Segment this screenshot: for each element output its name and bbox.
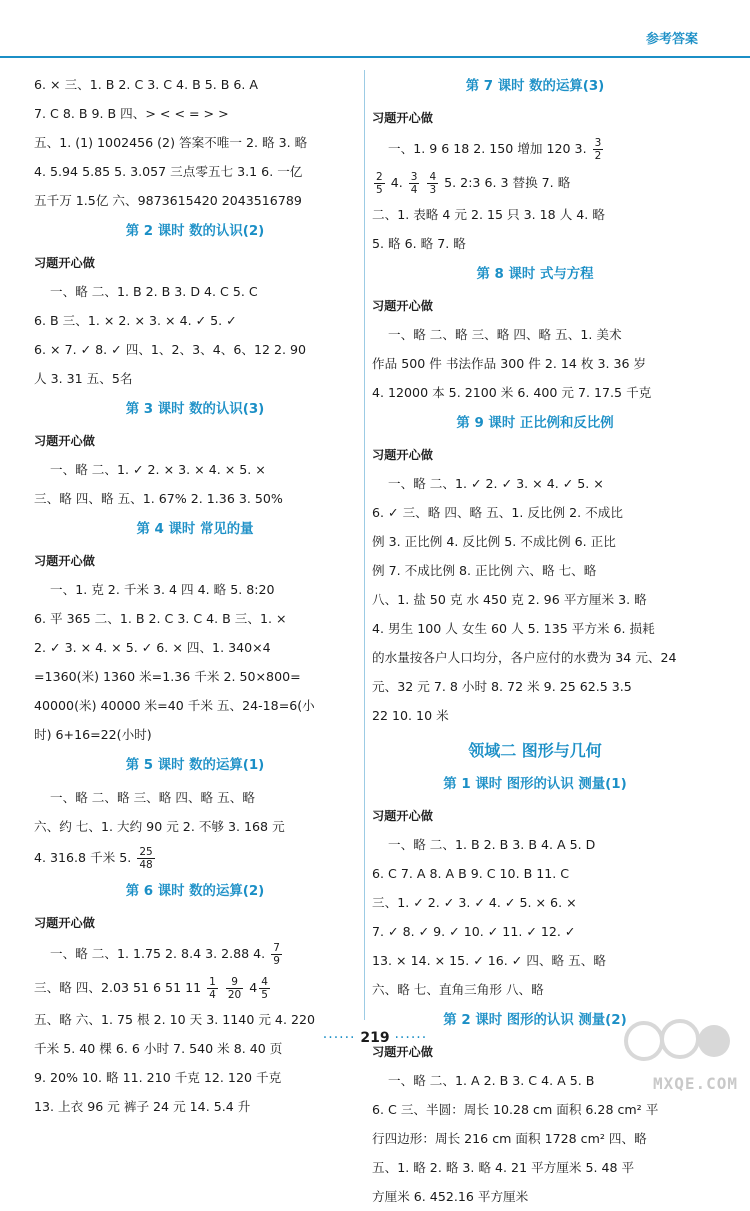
fraction — [427, 171, 438, 196]
fraction — [409, 171, 420, 196]
answer-line — [372, 132, 698, 166]
header-rule — [0, 56, 750, 58]
answer-line: 一、略 二、略 三、略 四、略 五、略 — [50, 790, 255, 805]
answer-line: 二、1. 表略 4 元 2. 15 只 3. 18 人 4. 略 — [372, 207, 605, 222]
answer-line: 作品 500 件 书法作品 300 件 2. 14 枚 3. 36 岁 — [372, 356, 647, 371]
fraction-denominator: 48 — [139, 859, 153, 871]
exercise-heading: 习题开心做 — [372, 448, 433, 462]
lesson-title: 第 9 课时 正比例和反比例 — [456, 416, 614, 431]
answer-line: 2. ✓ 3. × 4. × 5. ✓ 6. × 四、1. 340×4 — [34, 640, 271, 655]
domain-title: 领域二 图形与几何 — [468, 741, 602, 760]
lesson-title: 第 4 课时 常见的量 — [136, 522, 254, 537]
fraction-denominator: 2 — [594, 150, 602, 162]
lesson-title: 第 5 课时 数的运算(1) — [125, 758, 265, 773]
answer-line — [34, 937, 356, 971]
exercise-heading: 习题开心做 — [34, 916, 95, 930]
answer-text: 一、略 二、1. 1.75 2. 8.4 3. 2.88 4. — [50, 946, 266, 961]
answer-line: 6. C 7. A 8. A B 9. C 10. B 11. C — [372, 866, 570, 881]
lesson-title: 第 1 课时 图形的认识 测量(1) — [443, 777, 627, 792]
fraction-denominator: 5 — [261, 989, 268, 1001]
answer-line: 时) 6+16=22(小时) — [34, 727, 152, 742]
fraction — [207, 976, 218, 1001]
watermark-text: MXQE.COM — [652, 1074, 738, 1093]
answer-line: 六、约 七、1. 大约 90 元 2. 不够 3. 168 元 — [34, 819, 285, 834]
answer-text: 4. 316.8 千米 5. — [34, 850, 132, 865]
answer-line — [34, 841, 356, 875]
answer-line: 八、1. 盐 50 克 水 450 克 2. 96 平方厘米 3. 略 — [372, 592, 647, 607]
answer-line: 五、略 六、1. 75 根 2. 10 天 3. 1140 元 4. 220 — [34, 1012, 315, 1027]
fraction-numerator: 25 — [139, 846, 153, 858]
answer-line: 7. C 8. B 9. B 四、> < < = > > — [34, 106, 229, 121]
footer-dots-left: ······ — [322, 1030, 356, 1046]
exercise-heading: 习题开心做 — [372, 111, 433, 125]
answer-text: 一、1. 9 6 18 2. 150 增加 120 3. — [388, 141, 587, 156]
answer-line: 6. × 三、1. B 2. C 3. C 4. B 5. B 6. A — [34, 77, 259, 92]
exercise-heading: 习题开心做 — [34, 434, 95, 448]
answer-line: =1360(米) 1360 米=1.36 千米 2. 50×800= — [34, 669, 301, 684]
answer-line: 三、略 四、略 五、1. 67% 2. 1.36 3. 50% — [34, 491, 283, 506]
answer-line: 三、1. ✓ 2. ✓ 3. ✓ 4. ✓ 5. × 6. × — [372, 895, 577, 910]
answer-line: 6. B 三、1. × 2. × 3. × 4. ✓ 5. ✓ — [34, 313, 237, 328]
answer-line: 五、1. (1) 1002456 (2) 答案不唯一 2. 略 3. 略 — [34, 135, 308, 150]
answer-line: 一、略 二、略 三、略 四、略 五、1. 美术 — [388, 327, 622, 342]
answer-line: 22 10. 10 米 — [372, 708, 449, 723]
page-header-title: 参考答案 — [645, 32, 698, 47]
fraction-numerator: 7 — [273, 942, 280, 954]
lesson-title: 第 6 课时 数的运算(2) — [125, 884, 265, 899]
fraction-numerator: 9 — [226, 976, 243, 989]
answer-line: 的水量按各户人口均分，各户应付的水费为 34 元、24 — [372, 650, 677, 665]
answer-text: 5. 2:3 6. 3 替换 7. 略 — [444, 175, 571, 190]
answer-line: 一、略 二、1. ✓ 2. × 3. × 4. × 5. × — [50, 462, 266, 477]
answer-line: 5. 略 6. 略 7. 略 — [372, 236, 466, 251]
answer-line: 六、略 七、直角三角形 八、略 — [372, 982, 544, 997]
lesson-title: 第 2 课时 图形的认识 测量(2) — [443, 1013, 627, 1028]
answer-line: 人 3. 31 五、5名 — [34, 371, 133, 386]
answer-line: 五、1. 略 2. 略 3. 略 4. 21 平方厘米 5. 48 平 — [372, 1160, 635, 1175]
answer-line: 7. ✓ 8. ✓ 9. ✓ 10. ✓ 11. ✓ 12. ✓ — [372, 924, 576, 939]
fraction-numerator: 4 — [429, 171, 437, 183]
answer-line: 五千万 1.5亿 六、9873615420 2043516789 — [34, 193, 302, 208]
exercise-heading: 习题开心做 — [34, 256, 95, 270]
fraction-numerator: 2 — [376, 171, 383, 183]
left-column — [34, 70, 356, 1121]
fraction — [137, 846, 154, 871]
fraction — [271, 942, 282, 967]
exercise-heading: 习题开心做 — [372, 809, 433, 823]
answer-text: 4 — [249, 980, 258, 995]
fraction-denominator: 4 — [410, 184, 418, 196]
answer-line: 一、略 二、1. A 2. B 3. C 4. A 5. B — [388, 1073, 595, 1088]
answer-line: 40000(米) 40000 米=40 千米 五、24-18=6(小 — [34, 698, 315, 713]
answer-line: 一、略 二、1. B 2. B 3. B 4. A 5. D — [388, 837, 596, 852]
answer-line: 千米 5. 40 棵 6. 6 小时 7. 540 米 8. 40 页 — [34, 1041, 283, 1056]
fraction-denominator: 9 — [273, 955, 280, 967]
answer-line: 元、32 元 7. 8 小时 8. 72 米 9. 25 62.5 3.5 — [372, 679, 632, 694]
lesson-title: 第 7 课时 数的运算(3) — [465, 79, 605, 94]
answer-line: 6. 平 365 二、1. B 2. C 3. C 4. B 三、1. × — [34, 611, 287, 626]
answer-line: 例 7. 不成比例 8. 正比例 六、略 七、略 — [372, 563, 597, 578]
lesson-title: 第 3 课时 数的认识(3) — [125, 402, 265, 417]
fraction-numerator: 3 — [410, 171, 418, 183]
answer-line: 13. 上衣 96 元 裤子 24 元 14. 5.4 升 — [34, 1099, 251, 1114]
answer-line: 一、1. 克 2. 千米 3. 4 四 4. 略 5. 8:20 — [50, 582, 275, 597]
answer-line: 方厘米 6. 452.16 平方厘米 — [372, 1189, 529, 1204]
fraction — [226, 976, 243, 1001]
answer-line: 一、略 二、1. ✓ 2. ✓ 3. × 4. ✓ 5. × — [388, 476, 604, 491]
answer-line — [372, 166, 698, 200]
answer-line: 4. 5.94 5.85 5. 3.057 三点零五七 3.1 6. 一亿 — [34, 164, 303, 179]
fraction-denominator: 4 — [209, 989, 216, 1001]
answer-line: 13. × 14. × 15. ✓ 16. ✓ 四、略 五、略 — [372, 953, 606, 968]
fraction — [593, 137, 604, 162]
page-number: 219 — [360, 1030, 390, 1046]
lesson-title: 第 2 课时 数的认识(2) — [125, 224, 265, 239]
fraction-numerator: 3 — [594, 137, 602, 149]
footer-dots-right: ······ — [394, 1030, 428, 1046]
fraction-numerator: 4 — [261, 976, 268, 988]
answer-text: 三、略 四、2.03 51 6 51 11 — [34, 980, 202, 995]
answer-line: 一、略 二、1. B 2. B 3. D 4. C 5. C — [50, 284, 258, 299]
exercise-heading: 习题开心做 — [372, 299, 433, 313]
answer-text: 4. — [390, 175, 403, 190]
fraction — [259, 976, 270, 1001]
answer-line: 6. × 7. ✓ 8. ✓ 四、1、2、3、4、6、12 2. 90 — [34, 342, 307, 357]
answer-line: 9. 20% 10. 略 11. 210 千克 12. 120 千克 — [34, 1070, 282, 1085]
fraction — [374, 171, 385, 196]
answer-line: 6. C 三、半圆：周长 10.28 cm 面积 6.28 cm² 平 — [372, 1102, 659, 1117]
answer-line: 6. ✓ 三、略 四、略 五、1. 反比例 2. 不成比 — [372, 505, 623, 520]
lesson-title: 第 8 课时 式与方程 — [476, 267, 594, 282]
fraction-denominator: 5 — [376, 184, 383, 196]
answer-line: 4. 男生 100 人 女生 60 人 5. 135 平方米 6. 损耗 — [372, 621, 655, 636]
exercise-heading: 习题开心做 — [34, 554, 95, 568]
answer-line: 4. 12000 本 5. 2100 米 6. 400 元 7. 17.5 千克 — [372, 385, 652, 400]
fraction-denominator: 3 — [429, 184, 437, 196]
answer-line: 行四边形：周长 216 cm 面积 1728 cm² 四、略 — [372, 1131, 647, 1146]
answer-line — [34, 971, 356, 1005]
column-divider — [364, 70, 365, 1020]
exercise-heading: 习题开心做 — [372, 1045, 433, 1059]
answer-line: 例 3. 正比例 4. 反比例 5. 不成比例 6. 正比 — [372, 534, 616, 549]
fraction-numerator: 1 — [209, 976, 216, 988]
fraction-denominator: 20 — [227, 989, 242, 1001]
